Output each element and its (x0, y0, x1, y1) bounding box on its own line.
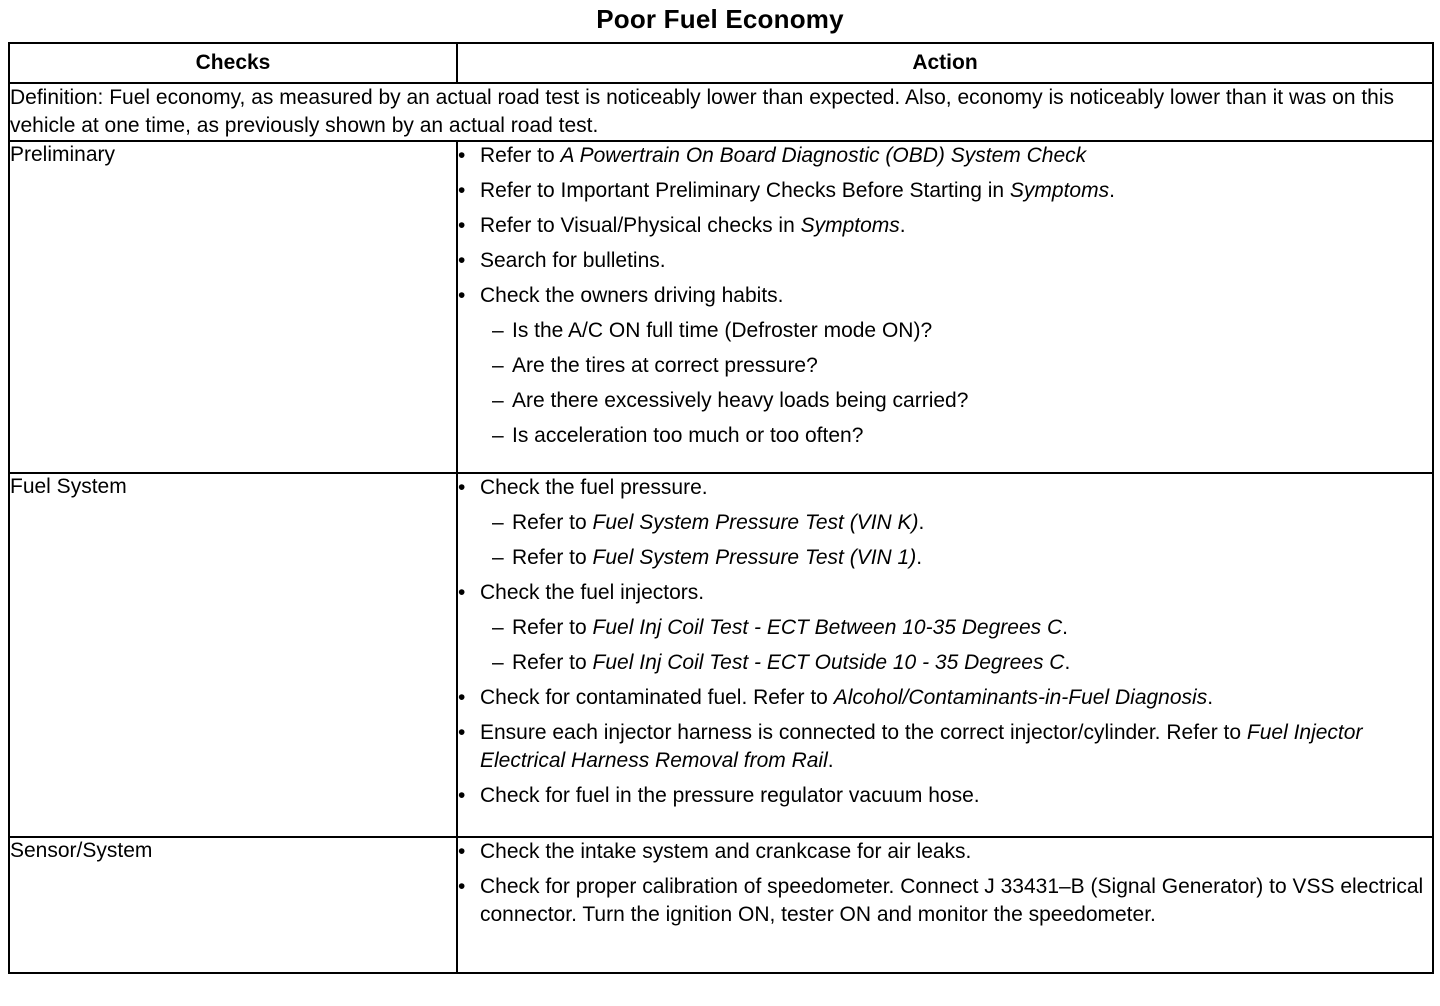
dash-marker: – (492, 319, 504, 342)
sub-list-item (492, 352, 1432, 380)
document-title: Poor Fuel Economy (596, 4, 844, 34)
sub-action-list (492, 614, 1432, 677)
dash-marker: – (492, 354, 504, 377)
reference-link-text: A Powertrain On Board Diagnostic (OBD) System Check (560, 144, 1087, 167)
table-row (9, 141, 1433, 473)
table-row (9, 473, 1433, 837)
dash-marker: – (492, 389, 504, 412)
list-item (458, 838, 1432, 866)
sub-list-item (492, 544, 1432, 572)
action-text-end: . (1062, 616, 1068, 639)
check-name-fuel-system: Fuel System (9, 473, 457, 837)
dash-marker: – (492, 546, 504, 569)
action-text: Refer to (512, 546, 593, 569)
action-list (458, 474, 1432, 810)
reference-link-text: Fuel Injector Electrical Harness Removal from Rail (480, 721, 1363, 772)
action-list (458, 838, 1432, 929)
sub-list-item (492, 614, 1432, 642)
reference-link-text: Symptoms (800, 214, 900, 237)
dash-marker: – (492, 651, 504, 674)
sub-list-item (492, 509, 1432, 537)
action-cell (457, 837, 1433, 973)
action-text: Ensure each injector harness is connected to the correct injector/cylinder. Refer to (480, 721, 1247, 744)
action-text: Is the A/C ON full time (Defroster mode ON)? (512, 319, 933, 342)
sub-list-item (492, 317, 1432, 345)
list-item (458, 684, 1432, 712)
action-cell (457, 473, 1433, 837)
dash-marker: – (492, 424, 504, 447)
action-text: Is acceleration too much or too often? (512, 424, 864, 447)
action-text: Check the fuel pressure. (480, 476, 708, 499)
reference-link-text: Symptoms (1009, 179, 1110, 202)
action-text: Refer to Important Preliminary Checks Before Starting in (480, 179, 1010, 202)
reference-link-text: Alcohol/Contaminants-in-Fuel Diagnosis (833, 686, 1208, 709)
action-text-end: . (1064, 651, 1071, 674)
action-text: Refer to (512, 616, 593, 639)
sub-list-item (492, 649, 1432, 677)
action-list (458, 142, 1432, 450)
action-text: Refer to Visual/Physical checks in (480, 214, 801, 237)
list-item (458, 719, 1432, 775)
action-text: Refer to (480, 144, 561, 167)
dash-marker: – (492, 616, 504, 639)
list-item (458, 782, 1432, 810)
reference-link-text: Fuel System Pressure Test (VIN K) (592, 511, 919, 534)
action-text-end: . (918, 511, 925, 534)
action-column-header: Action (457, 43, 1433, 83)
list-item (458, 212, 1432, 240)
reference-link-text: Fuel Inj Coil Test - ECT Outside 10 - 35 Degrees C (592, 651, 1065, 674)
sub-list-item (492, 387, 1432, 415)
check-name-preliminary: Preliminary (9, 141, 457, 473)
action-text: Check the owners driving habits. (480, 284, 784, 307)
action-text-end: . (827, 749, 834, 772)
action-text: Check for contaminated fuel. Refer to (480, 686, 834, 709)
table-header-row (9, 43, 1433, 83)
list-item (458, 474, 1432, 572)
action-text: Are the tires at correct pressure? (512, 354, 818, 377)
action-text: Refer to (512, 651, 593, 674)
action-text: Search for bulletins. (480, 249, 666, 272)
list-item (458, 247, 1432, 275)
action-text-end: . (1207, 686, 1214, 709)
checks-column-header: Checks (9, 43, 457, 83)
table-row (9, 837, 1433, 973)
check-name-sensor-system: Sensor/System (9, 837, 457, 973)
reference-link-text: Fuel System Pressure Test (VIN 1) (592, 546, 917, 569)
action-text: Are there excessively heavy loads being carried? (512, 389, 969, 412)
list-item (458, 177, 1432, 205)
definition-row (9, 83, 1433, 141)
action-text: Refer to (512, 511, 593, 534)
sub-action-list (492, 317, 1432, 450)
action-text: Check the intake system and crankcase for air leaks. (480, 840, 972, 863)
sub-action-list (492, 509, 1432, 572)
action-text-end: . (1109, 179, 1115, 202)
list-item (458, 282, 1432, 450)
action-text: Check for proper calibration of speedometer. Connect J 33431–B (Signal Generator) to VSS electrical connector. Turn the ignition ON, tester ON and monitor the speedometer. (480, 875, 1424, 926)
action-cell (457, 141, 1433, 473)
list-item (458, 873, 1432, 929)
list-item (458, 142, 1432, 170)
action-text-end: . (899, 214, 906, 237)
action-text: Check the fuel injectors. (480, 581, 705, 604)
diagnosis-table (8, 42, 1434, 974)
action-text: Check for fuel in the pressure regulator vacuum hose. (480, 784, 980, 807)
definition-text: Definition: Fuel economy, as measured by an actual road test is noticeably lower than expected. Also, economy is noticeably lower than it was on this vehicle at one time, as previously shown by an actual road test. (9, 83, 1433, 141)
list-item (458, 579, 1432, 677)
reference-link-text: Fuel Inj Coil Test - ECT Between 10-35 Degrees C (592, 616, 1063, 639)
dash-marker: – (492, 511, 504, 534)
sub-list-item (492, 422, 1432, 450)
action-text-end: . (916, 546, 923, 569)
